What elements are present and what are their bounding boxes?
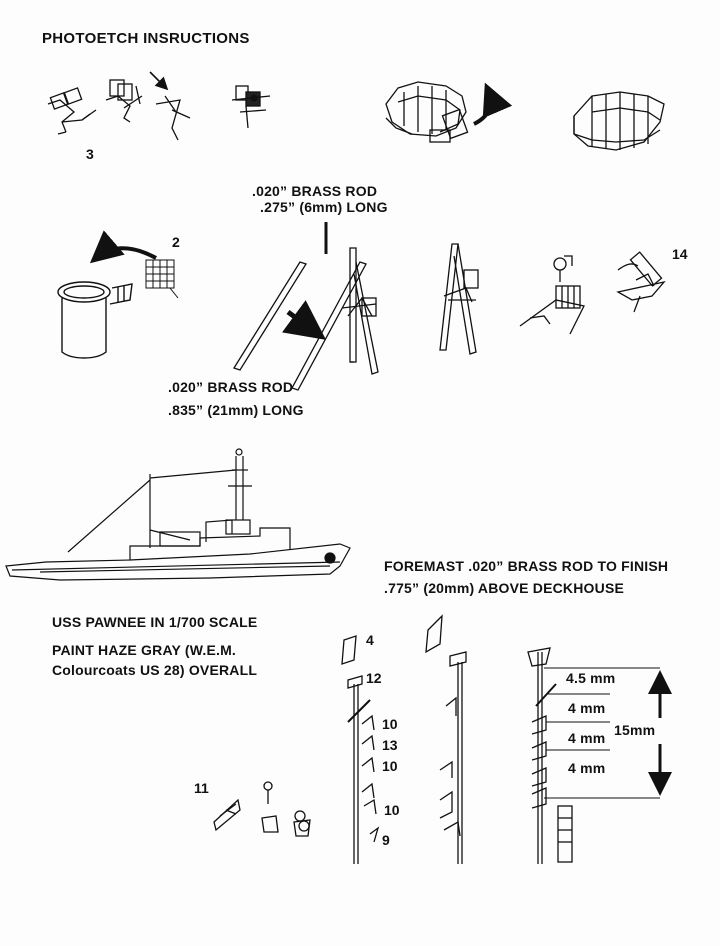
foremast-note-line1: FOREMAST .020” BRASS ROD TO FINISH bbox=[384, 558, 669, 574]
foremast-note-line2: .775” (20mm) ABOVE DECKHOUSE bbox=[384, 580, 625, 596]
mast-detail-center bbox=[426, 616, 466, 864]
step3-folded-part bbox=[156, 96, 190, 140]
step3-partially-folded-part bbox=[106, 80, 142, 122]
step-number-9: 9 bbox=[382, 832, 390, 848]
long-rod-label-line1: .020” BRASS ROD bbox=[168, 379, 294, 395]
dimension-4-5mm: 4.5 mm bbox=[566, 670, 616, 686]
paint-note-line2: Colourcoats US 28) OVERALL bbox=[52, 662, 258, 678]
step-number-10-c: 10 bbox=[384, 802, 400, 818]
paint-note-line1: PAINT HAZE GRAY (W.E.M. bbox=[52, 642, 237, 658]
railing-ring-unfolded bbox=[386, 82, 468, 142]
step-number-10-b: 10 bbox=[382, 758, 398, 774]
page-title: PHOTOETCH INSRUCTIONS bbox=[42, 30, 250, 47]
step14-searchlight bbox=[554, 256, 572, 282]
short-rod-label-line2: .275” (6mm) LONG bbox=[260, 199, 388, 215]
railing-fold-arrow bbox=[474, 90, 491, 124]
step14-yardarm bbox=[618, 252, 664, 312]
step2-funnel-cap bbox=[58, 282, 132, 358]
ship-name: USS PAWNEE IN 1/700 SCALE bbox=[52, 614, 258, 630]
railing-ring-folded bbox=[574, 92, 664, 150]
step-number-14: 14 bbox=[672, 246, 688, 262]
step-number-10-a: 10 bbox=[382, 716, 398, 732]
step3-flat-part bbox=[48, 88, 96, 134]
step3-assembled-part bbox=[232, 86, 270, 128]
step-number-13: 13 bbox=[382, 737, 398, 753]
dimension-4mm-1: 4 mm bbox=[568, 700, 606, 716]
dimension-total-15mm: 15mm bbox=[614, 722, 656, 738]
long-rod-label-line2: .835” (21mm) LONG bbox=[168, 402, 304, 418]
step-number-2: 2 bbox=[172, 234, 180, 250]
tripod-mast-step bbox=[342, 248, 378, 374]
step2-arrow bbox=[96, 248, 156, 258]
dimension-4mm-3: 4 mm bbox=[568, 760, 606, 776]
step11-parts bbox=[214, 782, 310, 836]
step14-platform bbox=[520, 286, 584, 334]
step2-grid-part bbox=[146, 260, 178, 298]
dimension-4mm-2: 4 mm bbox=[568, 730, 606, 746]
completed-tripod-mast bbox=[440, 244, 478, 354]
ship-profile bbox=[6, 449, 350, 580]
step-number-11: 11 bbox=[194, 780, 209, 796]
step3-arrow bbox=[150, 72, 166, 88]
short-rod-label-line1: .020” BRASS ROD bbox=[252, 183, 378, 199]
rod-insert-arrow bbox=[288, 312, 318, 334]
step-number-3: 3 bbox=[86, 146, 94, 162]
step-number-4: 4 bbox=[366, 632, 374, 648]
step-number-12: 12 bbox=[366, 670, 382, 686]
